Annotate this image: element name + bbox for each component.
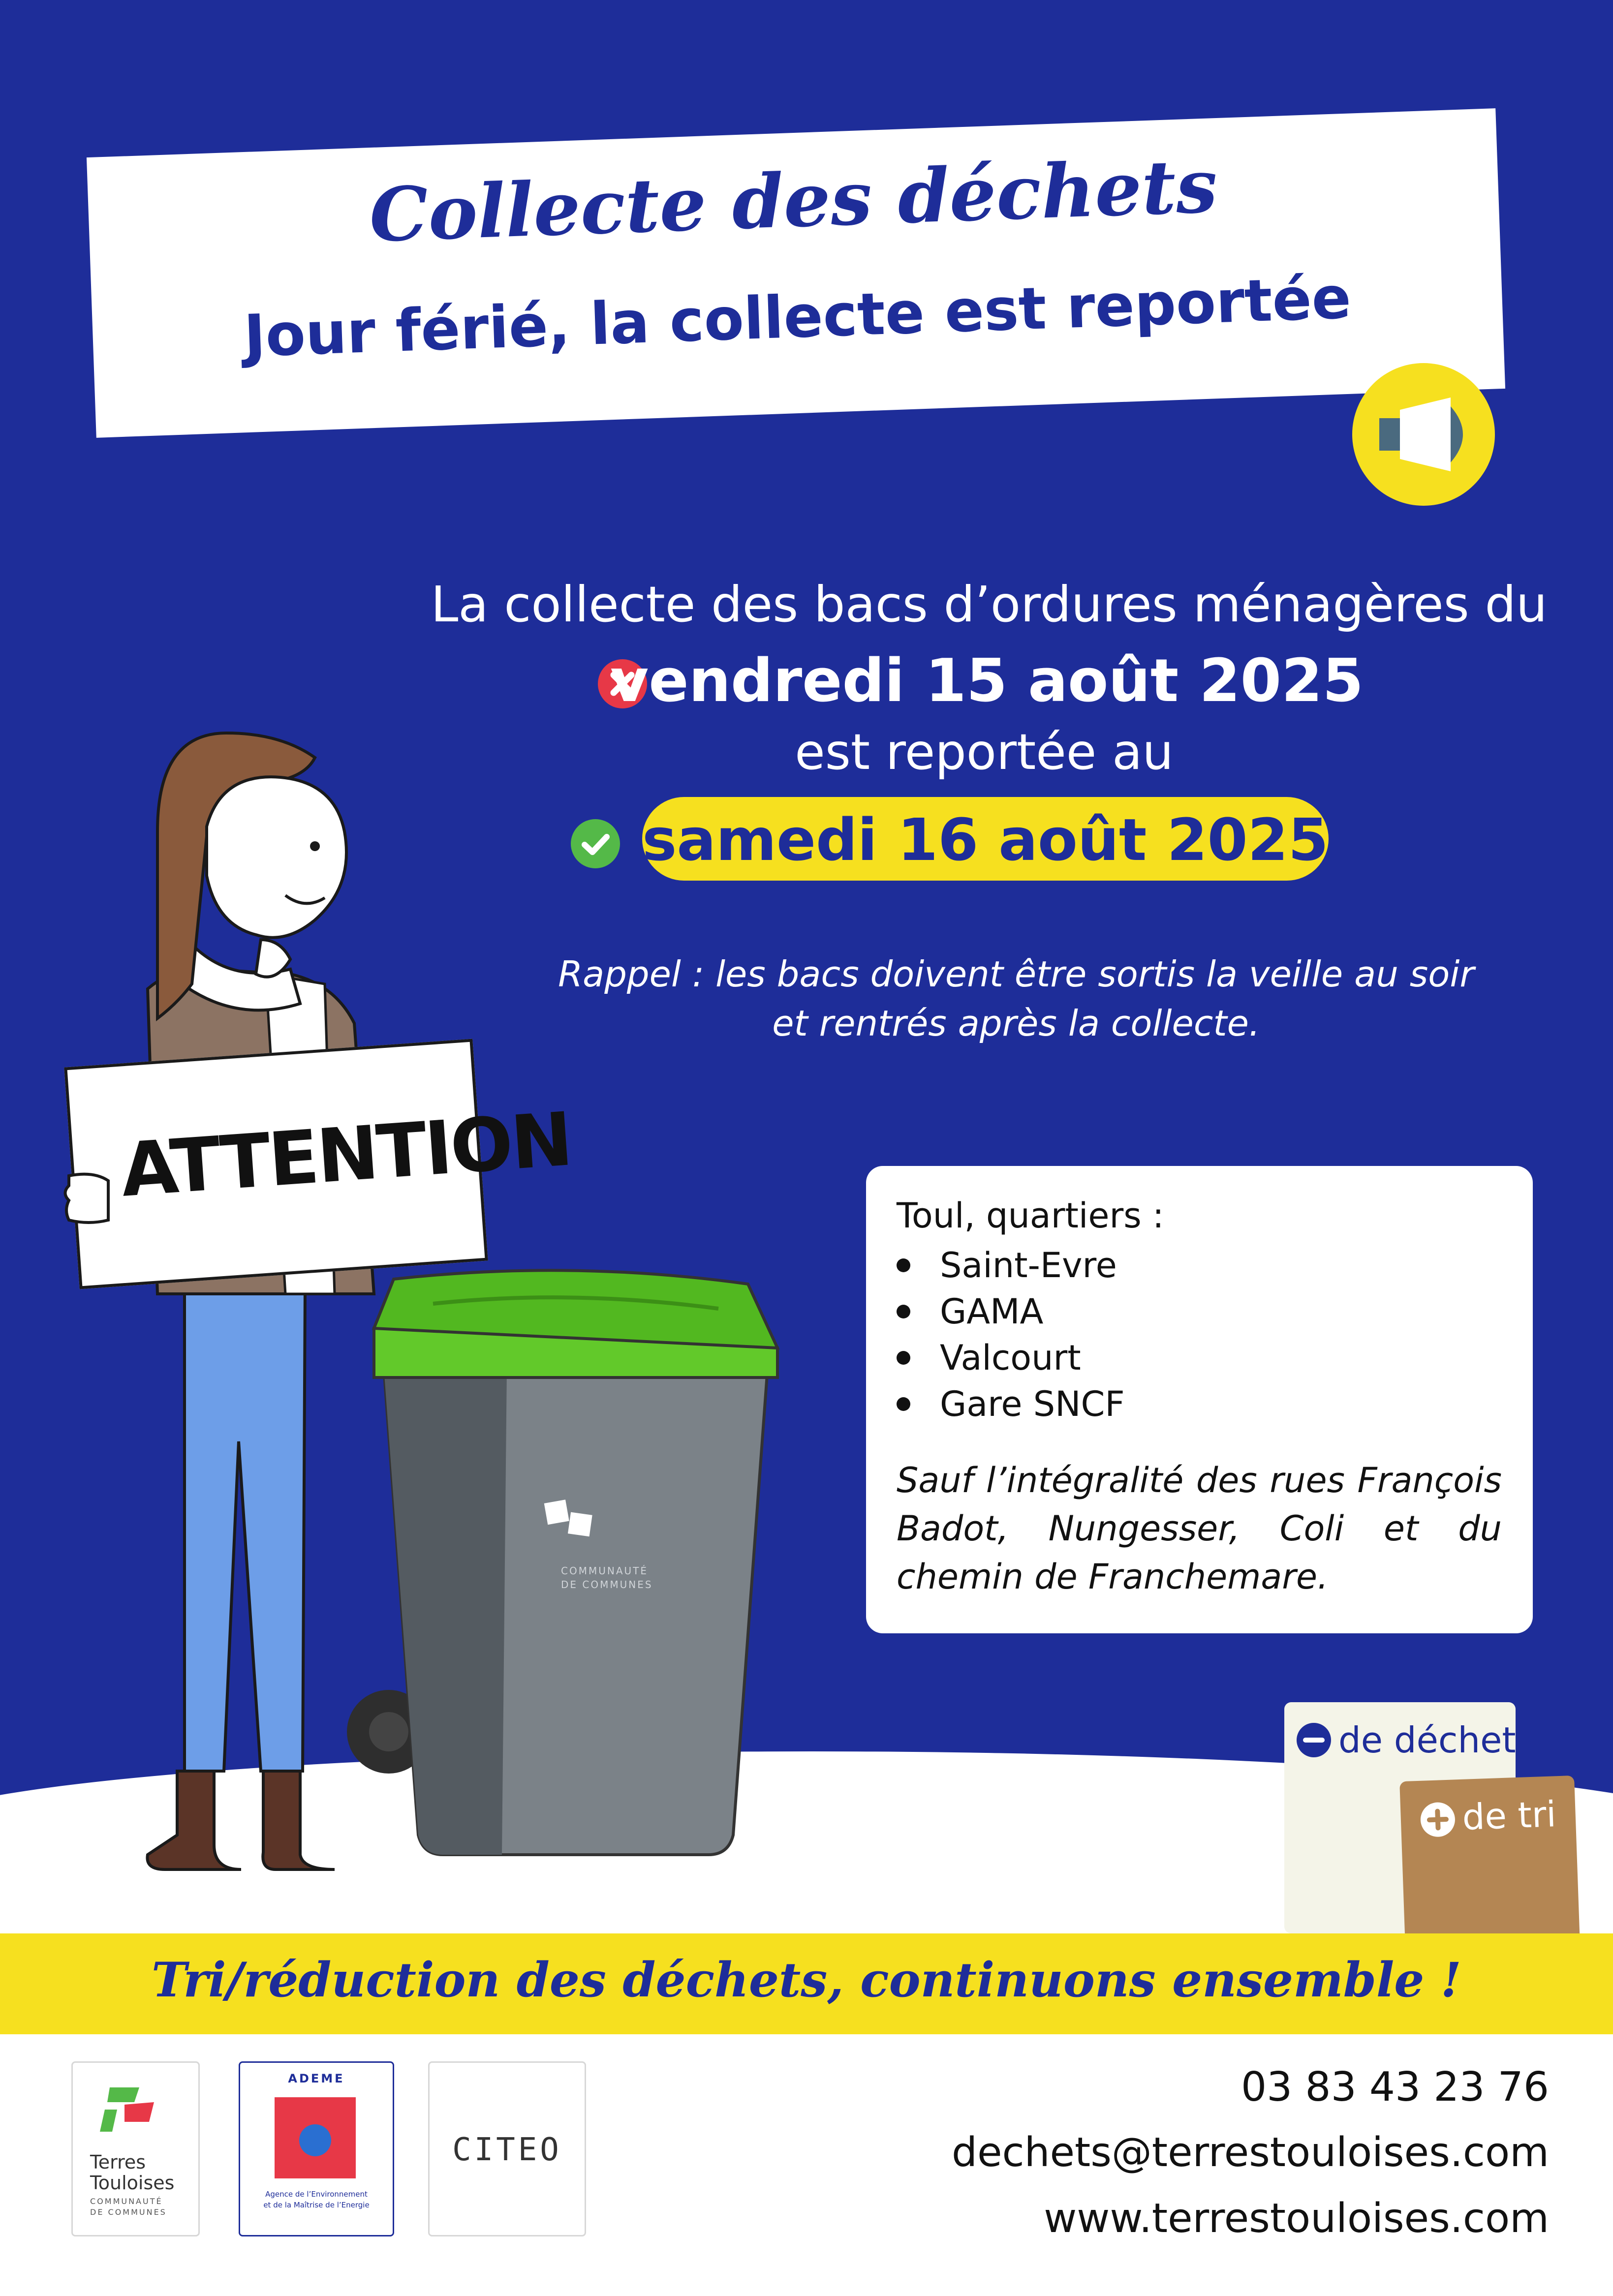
page-subtitle: Jour férié, la collecte est reportée [243,263,1352,370]
bin-text-1: COMMUNAUTÉ [561,1565,648,1577]
intro-text: La collecte des bacs d’ordures ménagères du [431,576,1548,633]
terres-line-3: COMMUNAUTÉ [90,2197,163,2206]
minus-tag-label: de déchets [1338,1719,1535,1761]
list-item [897,1242,1125,1288]
list-item [897,1288,1125,1335]
list-item-label: Valcourt [940,1338,1081,1378]
bullet-icon [897,1258,910,1272]
plus-sorting-tag [1399,1776,1580,1933]
contact-email[interactable]: dechets@terrestouloises.com [952,2129,1549,2176]
postponed-text: est reportée au [795,723,1174,781]
page-title: Collecte des déchets [368,143,1219,259]
hand-icon [59,1166,118,1230]
reminder-text [541,949,1491,1048]
attention-sign [64,1039,574,1289]
bullet-icon [897,1351,910,1365]
citeo-label: CITEO [452,2132,562,2168]
attention-label: ATTENTION [118,1097,574,1214]
slogan: Tri/réduction des déchets, continuons ensemble ! [152,1952,1461,2008]
slogan-band [0,1933,1613,2034]
bullet-icon [897,1305,910,1318]
check-icon [571,819,620,868]
new-date: samedi 16 août 2025 [642,806,1329,874]
ademe-logo [239,2061,394,2236]
list-item-label: GAMA [940,1291,1044,1332]
terres-touloises-logo [71,2061,200,2236]
reminder-line-1: Rappel : les bacs doivent être sortis la veille au soir [558,953,1474,995]
terres-line-1: Terres [90,2151,146,2173]
bin-text-2: DE COMMUNES [561,1579,653,1591]
terres-line-4: DE COMMUNES [90,2207,167,2217]
minus-icon [1297,1723,1331,1757]
new-date-pill [642,797,1329,881]
ademe-caption-2: et de la Maîtrise de l’Energie [263,2201,370,2209]
old-date: vendredi 15 août 2025 [610,647,1364,715]
contact-website[interactable]: www.terrestouloises.com [1044,2195,1549,2242]
ademe-label: ADEME [288,2072,345,2085]
list-item [897,1335,1125,1381]
list-item-label: Gare SNCF [940,1384,1125,1424]
terres-line-2: Touloises [90,2172,175,2194]
citeo-logo [428,2061,586,2236]
title-banner [87,108,1505,438]
wheelie-bin [344,1259,787,1879]
district-list [897,1242,1125,1427]
plus-tag-label: de tri [1461,1793,1557,1838]
bullet-icon [897,1397,910,1411]
ademe-mark [275,2097,356,2178]
earth-icon [299,2124,331,2156]
terres-touloises-mark-icon [95,2082,164,2142]
reminder-line-2: et rentrés après la collecte. [772,1003,1260,1044]
plus-icon [1420,1802,1456,1837]
megaphone-icon [1352,363,1495,506]
card-note: Sauf l’intégralité des rues François Badot, Nungesser, Coli et du chemin de Franchemare. [897,1460,1502,1597]
list-item [897,1381,1125,1427]
info-card [866,1166,1533,1633]
card-heading: Toul, quartiers : [897,1195,1164,1236]
list-item-label: Saint-Evre [940,1245,1117,1286]
ademe-caption-1: Agence de l’Environnement [265,2190,368,2199]
contact-phone[interactable]: 03 83 43 23 76 [1241,2064,1549,2111]
